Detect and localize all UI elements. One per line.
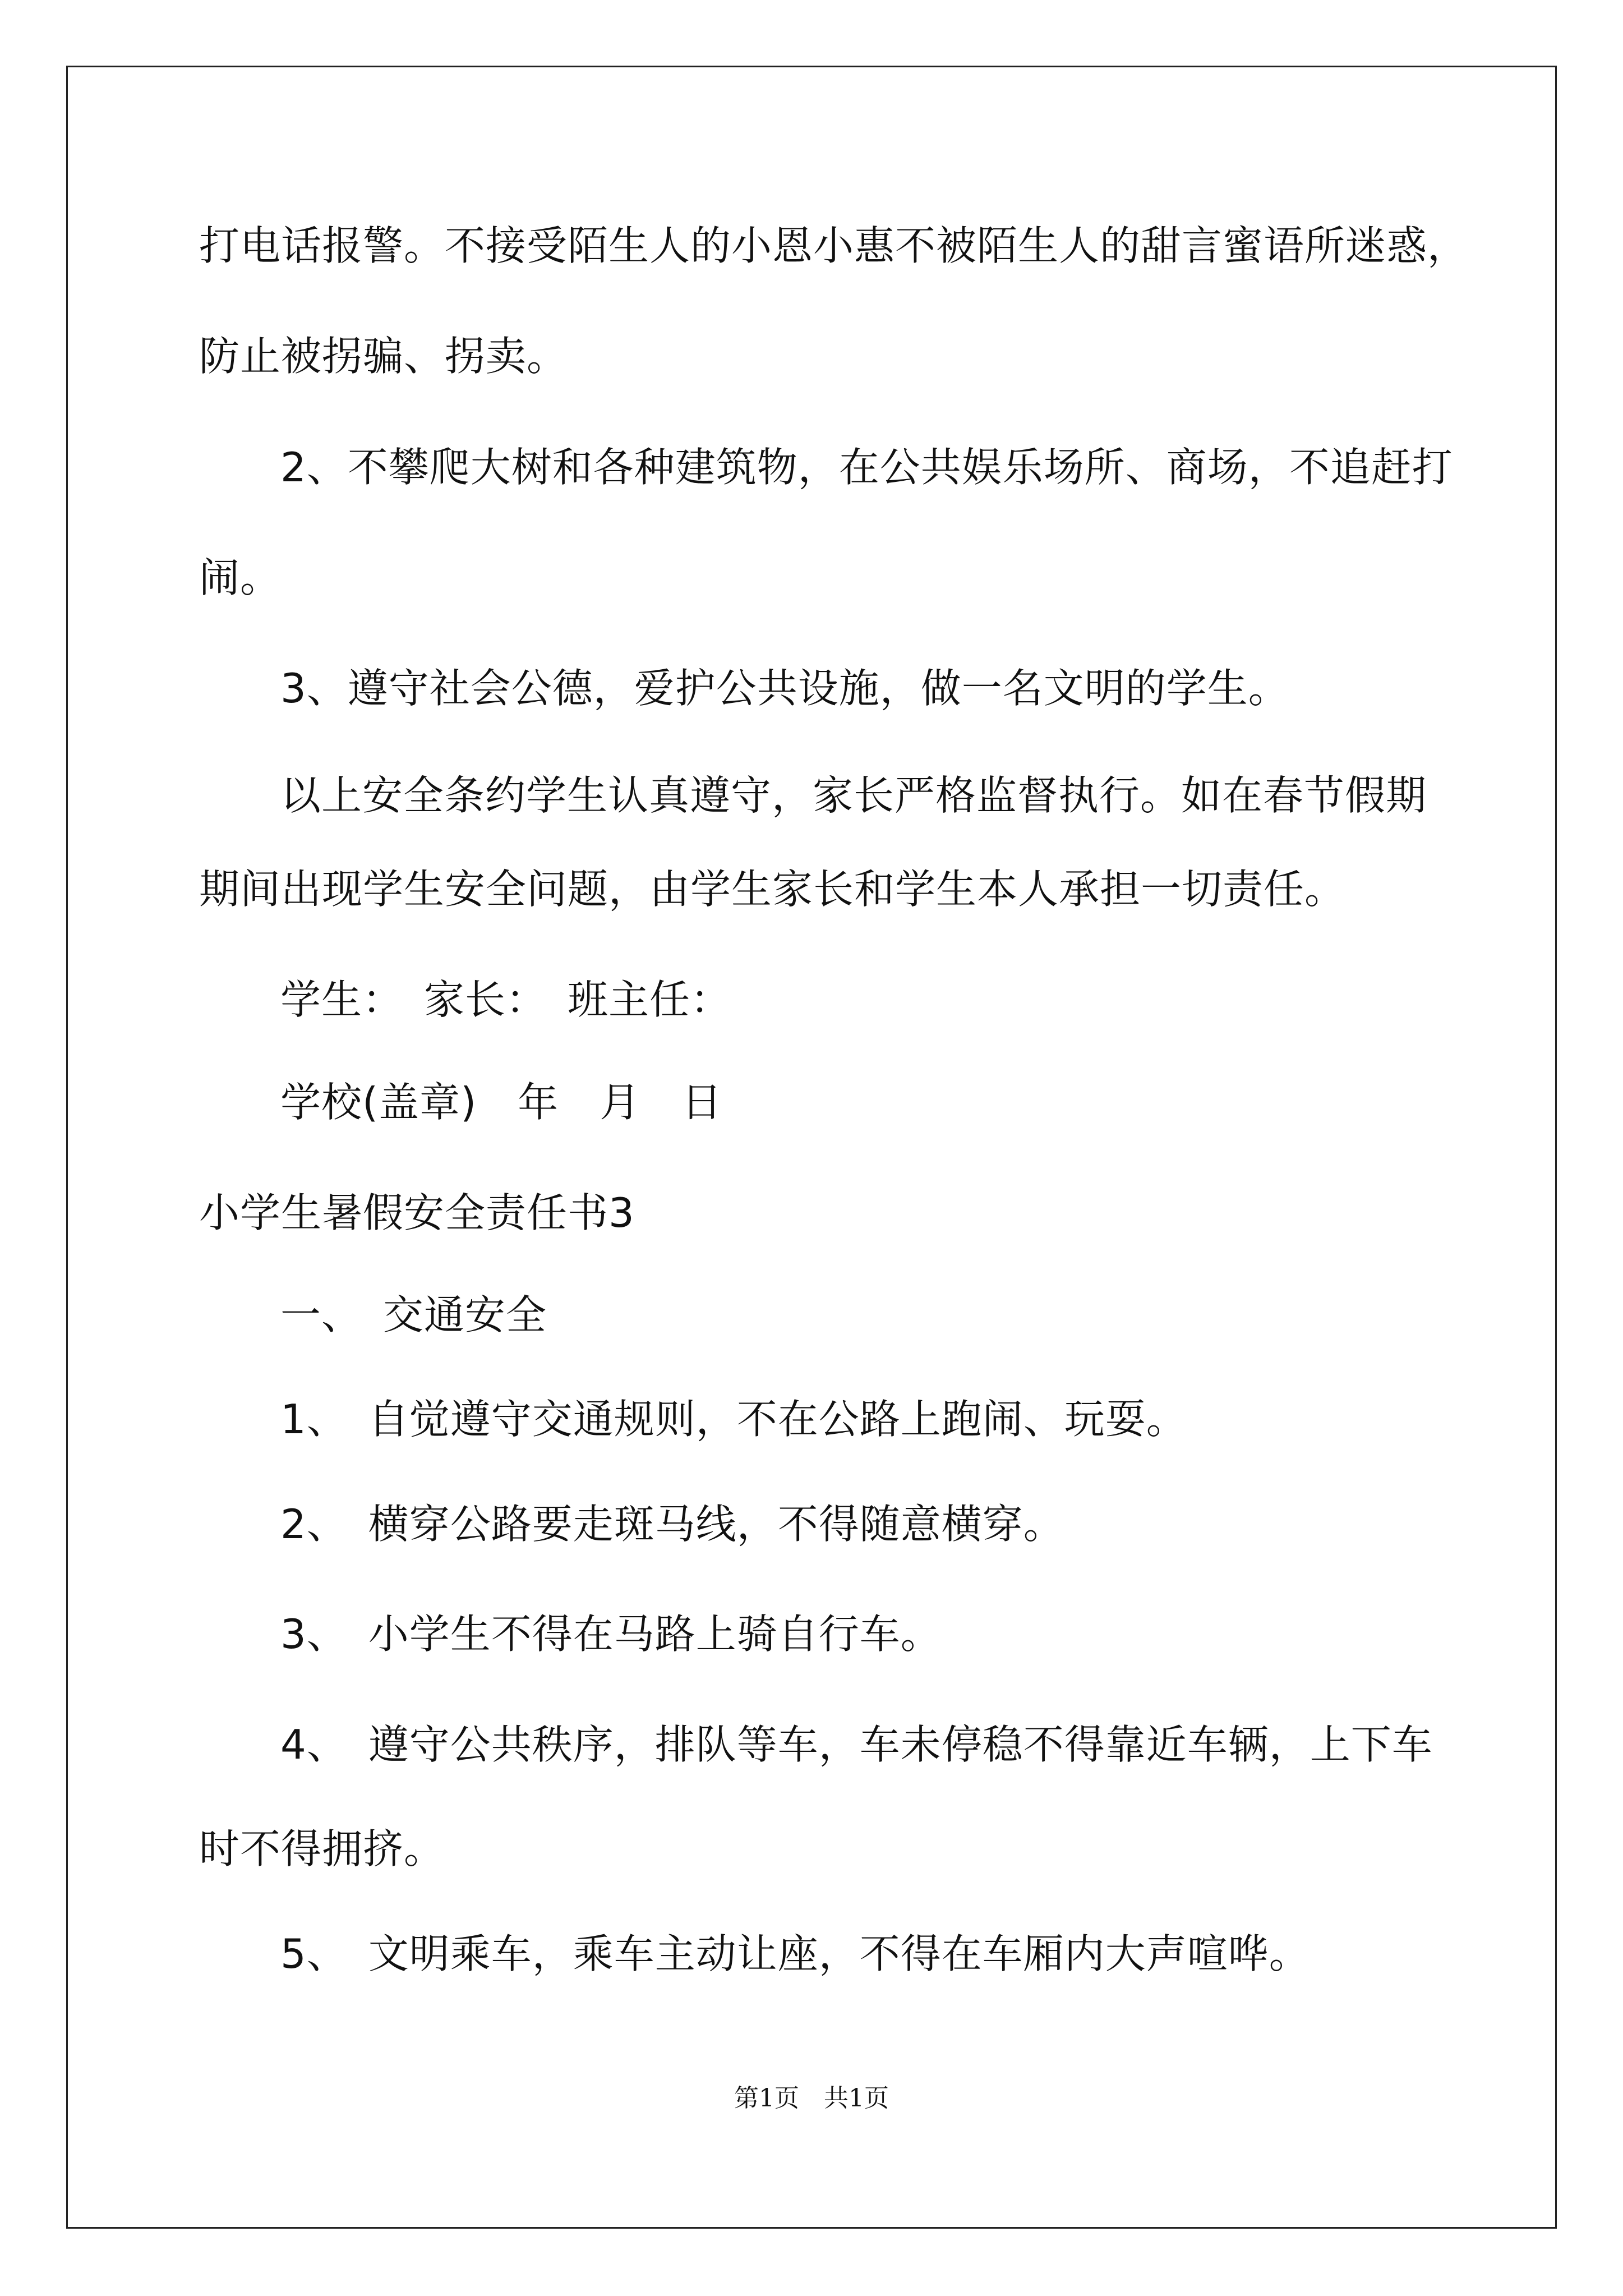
- paragraph-line: 2、不攀爬大树和各种建筑物，在公共娱乐场所、商场，不追赶打: [280, 444, 1453, 491]
- paragraph-line: 打电话报警。不接受陌生人的小恩小惠不被陌生人的甜言蜜语所迷惑，: [199, 222, 1469, 269]
- list-item: 2、 横穿公路要走斑马线，不得随意横穿。: [280, 1501, 1064, 1548]
- page-border: [66, 66, 1557, 2229]
- list-item: 5、 文明乘车，乘车主动让座，不得在车厢内大声喧哗。: [280, 1930, 1310, 1977]
- paragraph-line: 期间出现学生安全问题，由学生家长和学生本人承担一切责任。: [199, 866, 1346, 913]
- list-item: 1、 自觉遵守交通规则，不在公路上跑闹、玩耍。: [280, 1396, 1187, 1443]
- section-heading: 一、 交通安全: [280, 1291, 547, 1338]
- list-item: 4、 遵守公共秩序，排队等车，车未停稳不得靠近车辆，上下车: [280, 1721, 1433, 1768]
- list-item: 时不得拥挤。: [199, 1825, 445, 1872]
- page-footer: 第1页 共1页: [734, 2084, 889, 2113]
- signature-line: 学生： 家长： 班主任：: [280, 976, 732, 1023]
- paragraph-line: 防止被拐骗、拐卖。: [199, 333, 568, 380]
- paragraph-line: 以上安全条约学生认真遵守，家长严格监督执行。如在春节假期: [280, 772, 1427, 819]
- paragraph-line: 3、遵守社会公德，爱护公共设施，做一名文明的学生。: [280, 665, 1289, 712]
- date-line: 学校(盖章) 年 月 日: [280, 1079, 723, 1126]
- list-item: 3、 小学生不得在马路上骑自行车。: [280, 1611, 942, 1658]
- paragraph-line: 闹。: [199, 554, 282, 601]
- section-title: 小学生暑假安全责任书3: [199, 1189, 635, 1236]
